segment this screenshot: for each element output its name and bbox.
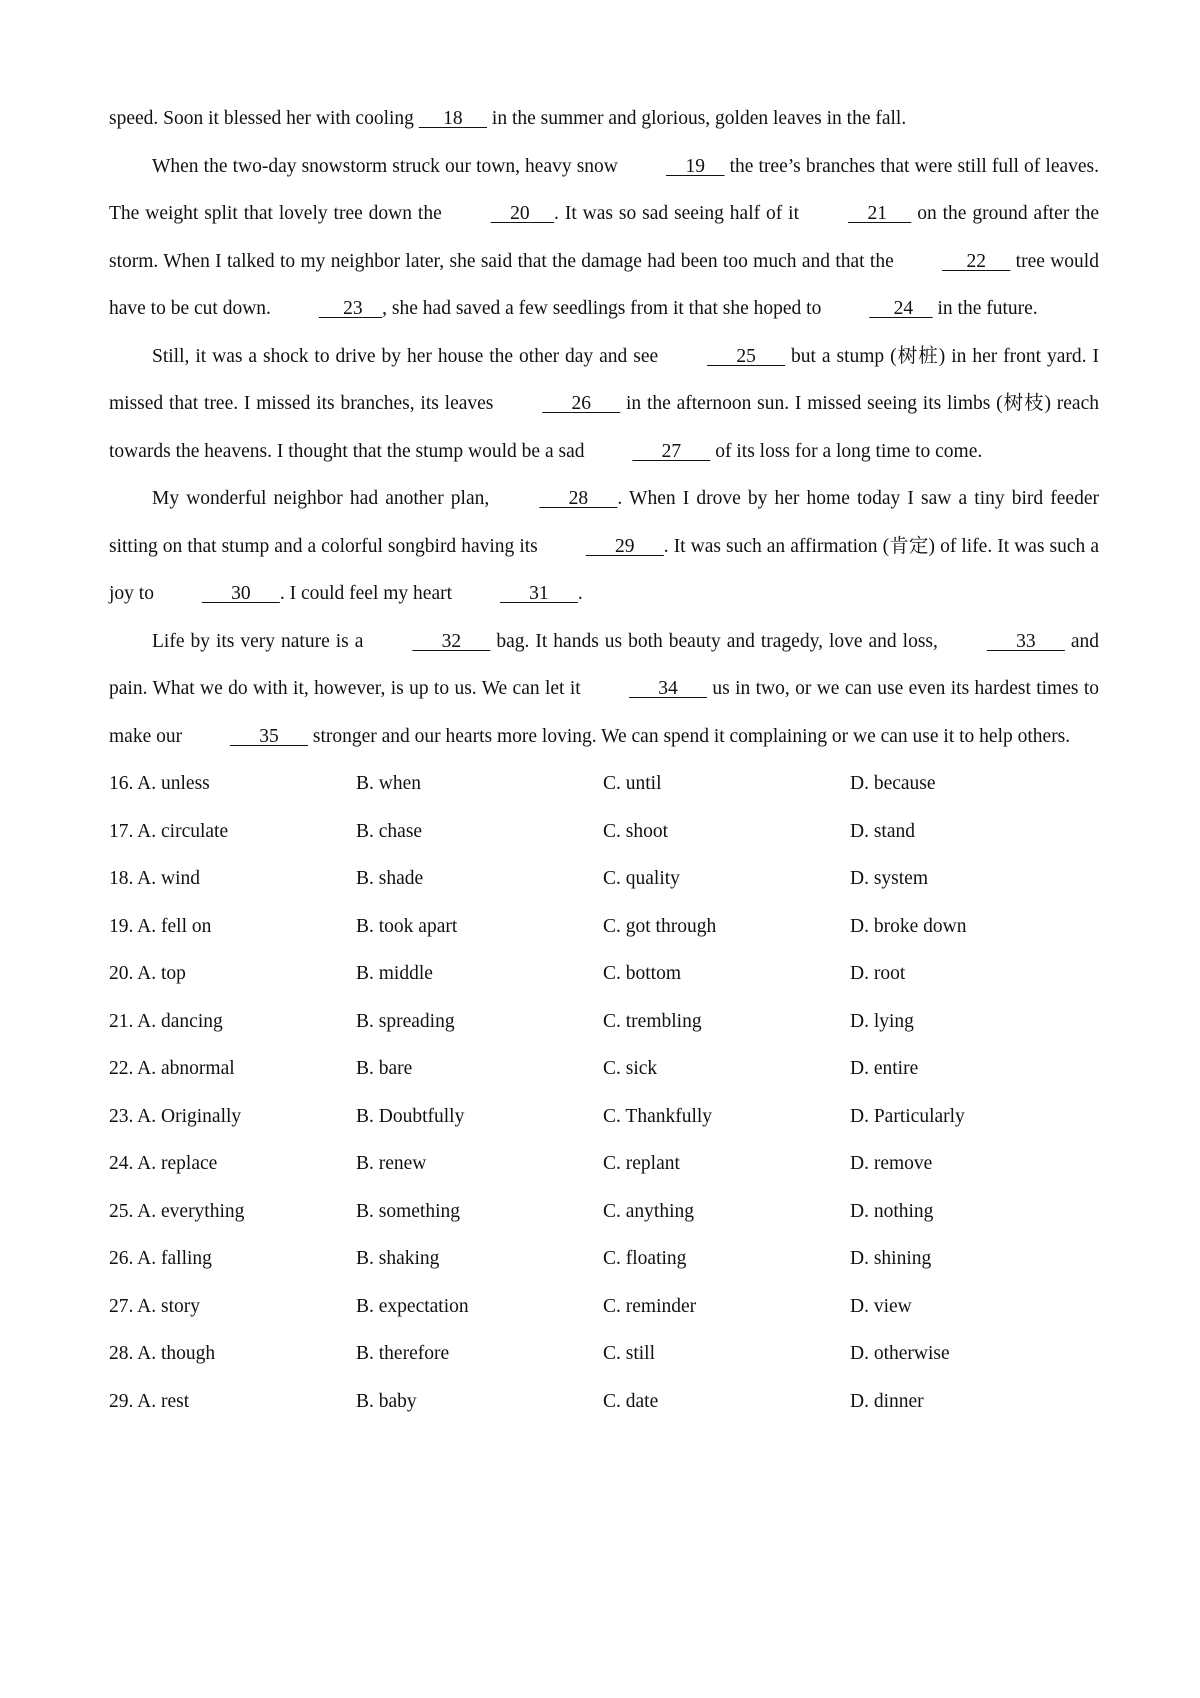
blank-27 (589, 428, 710, 476)
option-b: B. shaking (356, 1248, 440, 1269)
option-a: 29. A. rest (109, 1390, 190, 1412)
blank-number: 18 (443, 108, 463, 129)
blank-30 (159, 570, 280, 618)
option-a: 17. A. circulate (109, 820, 229, 842)
paragraph-3 (109, 333, 1099, 476)
option-c: C. bottom (603, 963, 682, 984)
blank-20 (448, 190, 554, 238)
blank-number: 21 (867, 203, 887, 224)
paragraph-5 (109, 618, 1099, 761)
option-d: D. otherwise (850, 1343, 950, 1364)
text-segment: us in two, or we can use even its hardest times to make our (109, 678, 1100, 747)
option-row (109, 1283, 1099, 1331)
blank-number: 22 (966, 250, 986, 272)
option-a: 27. A. story (109, 1295, 201, 1317)
option-c: C. replant (603, 1153, 680, 1174)
option-c: C. anything (603, 1200, 694, 1222)
option-c: C. floating (603, 1248, 687, 1269)
option-b: B. took apart (356, 915, 458, 937)
text-segment: bag. It hands us both beauty and tragedy, love and loss, (490, 630, 944, 652)
option-b: B. when (356, 773, 421, 794)
blank-26 (499, 380, 620, 428)
text-segment: Life by its very nature is a (152, 630, 370, 652)
text-segment: . I could feel my heart (279, 583, 457, 604)
blank-number: 26 (571, 393, 591, 414)
option-c: C. reminder (603, 1295, 697, 1317)
blank-number: 30 (231, 583, 251, 604)
option-row (109, 1330, 1099, 1378)
option-a: 21. A. dancing (109, 1010, 223, 1032)
option-row (109, 1045, 1099, 1093)
option-b: B. expectation (356, 1295, 469, 1317)
option-b: B. baby (356, 1390, 417, 1412)
blank-number: 20 (510, 203, 530, 224)
option-a: 16. A. unless (109, 773, 210, 794)
option-row (109, 998, 1099, 1046)
option-d: D. nothing (850, 1200, 934, 1222)
blank-22 (899, 238, 1010, 286)
option-a: 19. A. fell on (109, 915, 212, 937)
blank-number: 24 (893, 298, 914, 319)
text-segment: in the summer and glorious, golden leaves in the fall. (487, 108, 907, 129)
exam-page (109, 95, 1099, 1425)
option-a: 24. A. replace (109, 1153, 218, 1174)
option-row (109, 1235, 1099, 1283)
blank-28 (496, 475, 617, 523)
blank-18 (419, 95, 487, 143)
blank-number: 29 (615, 535, 635, 557)
option-b: B. shade (356, 868, 424, 889)
option-c: C. still (603, 1343, 656, 1364)
text-segment: . (577, 583, 583, 604)
option-a: 22. A. abnormal (109, 1058, 235, 1079)
option-row (109, 1188, 1099, 1236)
paragraph-4 (109, 475, 1099, 618)
option-a: 25. A. everything (109, 1200, 245, 1222)
blank-21 (805, 190, 911, 238)
text-segment: and pain. What we do with it, however, is up to us. We can let it (109, 630, 1100, 699)
text-segment: Still, it was a shock to drive by her house the other day and see (152, 345, 665, 367)
option-row (109, 808, 1099, 856)
option-b: B. something (356, 1200, 461, 1222)
text-segment: My wonderful neighbor had another plan, (152, 488, 497, 509)
option-d: D. system (850, 868, 928, 889)
option-b: B. chase (356, 820, 423, 842)
text-segment: When the two-day snowstorm struck our town, heavy snow (152, 155, 623, 177)
blank-34 (586, 665, 707, 713)
option-d: D. lying (850, 1010, 914, 1032)
option-d: D. because (850, 773, 936, 794)
blank-23 (276, 285, 382, 333)
option-a: 23. A. Originally (109, 1105, 242, 1127)
blank-number: 19 (685, 155, 705, 177)
option-row (109, 903, 1099, 951)
option-b: B. therefore (356, 1343, 450, 1364)
option-d: D. view (850, 1295, 912, 1317)
option-c: C. Thankfully (603, 1105, 713, 1127)
option-row (109, 1378, 1099, 1426)
blank-number: 25 (736, 345, 756, 367)
text-segment: of its loss for a long time to come. (710, 440, 983, 462)
option-c: C. until (603, 773, 662, 794)
text-segment: on the ground after the storm. When I talked to my neighbor later, she said that the damage had been too much and that the (109, 203, 1099, 272)
blank-33 (944, 618, 1065, 666)
blank-number: 35 (259, 725, 279, 747)
blank-29 (543, 523, 664, 571)
answer-options (109, 760, 1099, 1425)
text-segment: speed. Soon it blessed her with cooling (109, 108, 419, 129)
option-d: D. entire (850, 1058, 919, 1079)
option-b: B. middle (356, 963, 433, 984)
paragraph-1 (109, 95, 1099, 143)
option-c: C. sick (603, 1058, 658, 1079)
text-segment: tree would have to be cut down. (109, 250, 1099, 319)
option-c: C. trembling (603, 1010, 702, 1032)
option-d: D. remove (850, 1153, 933, 1174)
option-d: D. Particularly (850, 1105, 965, 1127)
option-row (109, 1093, 1099, 1141)
option-d: D. stand (850, 820, 915, 842)
blank-number: 31 (529, 583, 549, 604)
blank-number: 23 (343, 298, 363, 319)
option-c: C. quality (603, 868, 680, 889)
blank-number: 33 (1016, 630, 1036, 652)
text-segment: in the afternoon sun. I missed seeing its limbs (树枝) reach towards the heavens. I thought that the stump would be a sad (109, 393, 1099, 462)
blank-number: 32 (441, 630, 462, 652)
text-segment: but a stump (树桩) in her front yard. I missed that tree. I missed its branches, its leaves (109, 345, 1099, 414)
text-segment: the tree’s branches that were still full of leaves. The weight split that lovely tree down the (109, 155, 1099, 224)
text-segment: , she had saved a few seedlings from it that she hoped to (382, 298, 827, 319)
paragraph-2 (109, 143, 1099, 333)
option-a: 28. A. though (109, 1343, 216, 1364)
text-segment: . When I drove by her home today I saw a tiny bird feeder sitting on that stump and a colorful songbird having its (109, 488, 1099, 557)
option-d: D. broke down (850, 915, 967, 937)
blank-number: 34 (658, 678, 678, 699)
option-c: C. date (603, 1390, 659, 1412)
blank-19 (623, 143, 725, 191)
blank-35 (187, 713, 308, 761)
text-segment: . It was so sad seeing half of it (554, 203, 805, 224)
blank-number: 28 (568, 488, 589, 509)
blank-25 (664, 333, 785, 381)
blank-24 (826, 285, 932, 333)
option-b: B. bare (356, 1058, 413, 1079)
text-segment: in the future. (932, 298, 1038, 319)
option-a: 20. A. top (109, 963, 186, 984)
option-a: 26. A. falling (109, 1248, 212, 1269)
blank-31 (457, 570, 578, 618)
option-b: B. Doubtfully (356, 1105, 465, 1127)
text-segment: stronger and our hearts more loving. We can spend it complaining or we can use it to help others. (307, 725, 1071, 747)
option-c: C. shoot (603, 820, 669, 842)
text-segment: . It was such an affirmation (肯定) of life. It was such a joy to (109, 535, 1099, 604)
option-row (109, 760, 1099, 808)
cloze-passage (109, 95, 1099, 760)
option-d: D. root (850, 963, 906, 984)
option-c: C. got through (603, 915, 717, 937)
option-d: D. dinner (850, 1390, 924, 1412)
option-d: D. shining (850, 1248, 932, 1269)
blank-32 (369, 618, 490, 666)
option-row (109, 950, 1099, 998)
option-row (109, 1140, 1099, 1188)
option-row (109, 855, 1099, 903)
option-a: 18. A. wind (109, 868, 201, 889)
option-b: B. renew (356, 1153, 427, 1174)
blank-number: 27 (661, 440, 682, 462)
option-b: B. spreading (356, 1010, 455, 1032)
